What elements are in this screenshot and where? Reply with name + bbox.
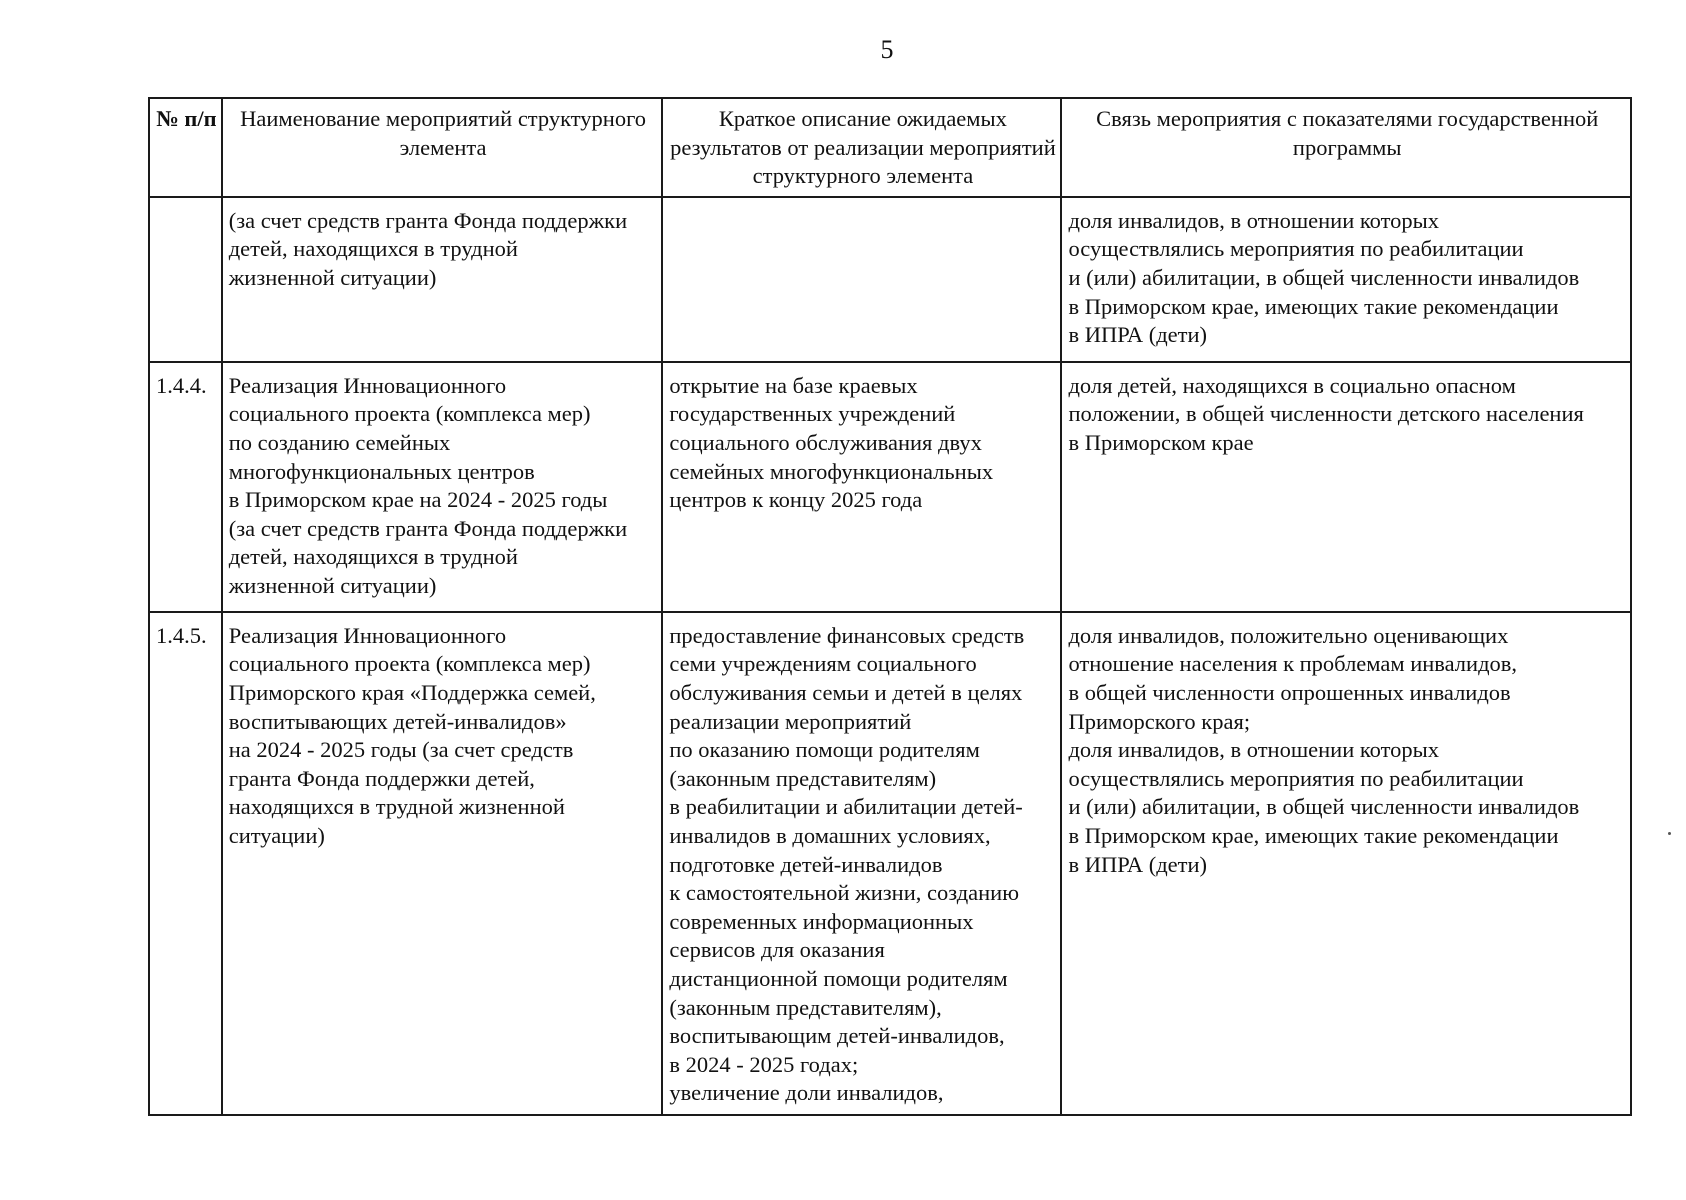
measures-table: [148, 97, 1632, 1116]
table-body: [149, 197, 1631, 1115]
cell-description: [662, 197, 1061, 362]
table-row: [149, 612, 1631, 1115]
cell-name: (за счет средств гранта Фонда поддержки детей, находящихся в трудной жизненной ситуации): [222, 197, 663, 362]
header-link: Связь мероприятия с показателями государственной программы: [1061, 98, 1631, 197]
header-name: Наименование мероприятий структурного элемента: [222, 98, 663, 197]
cell-num: 1.4.5.: [149, 612, 222, 1115]
cell-link: доля детей, находящихся в социально опасном положении, в общей численности детского населения в Приморском крае: [1061, 362, 1631, 612]
cell-description: предоставление финансовых средств семи учреждениям социального обслуживания семьи и детей в целях реализации мероприятий по оказанию помощи родителям (законным представителям) в реабилитации и абилитации детей- инвалидов в домашних условиях, подготовке детей-инвалидов к самостоятельной жизни, созданию современных информационных сервисов для оказания дистанционной помощи родителям (законным представителям), воспитывающим детей-инвалидов, в 2024 - 2025 годах; увеличение доли инвалидов,: [662, 612, 1061, 1115]
cell-link: доля инвалидов, положительно оценивающих отношение населения к проблемам инвалидов, в общей численности опрошенных инвалидов Приморского края; доля инвалидов, в отношении которых осуществлялись мероприятия по реабилитации и (или) абилитации, в общей численности инвалидов в Приморском крае, имеющих такие рекомендации в ИПРА (дети): [1061, 612, 1631, 1115]
cell-num: 1.4.4.: [149, 362, 222, 612]
page-number: 5: [880, 35, 894, 64]
cell-name: Реализация Инновационного социального проекта (комплекса мер) Приморского края «Поддержка семей, воспитывающих детей-инвалидов» на 2024 - 2025 годы (за счет средств гранта Фонда поддержки детей, находящихся в трудной жизненной ситуации): [222, 612, 663, 1115]
table-header: [149, 98, 1631, 197]
table-row: [149, 362, 1631, 612]
cell-description: открытие на базе краевых государственных учреждений социального обслуживания двух семейных многофункциональных центров к концу 2025 года: [662, 362, 1061, 612]
cell-link: доля инвалидов, в отношении которых осуществлялись мероприятия по реабилитации и (или) абилитации, в общей численности инвалидов в Приморском крае, имеющих такие рекомендации в ИПРА (дети): [1061, 197, 1631, 362]
cell-num: [149, 197, 222, 362]
header-description: Краткое описание ожидаемых результатов от реализации мероприятий структурного элемента: [662, 98, 1061, 197]
header-row: [149, 98, 1631, 197]
scan-speck: [1668, 832, 1671, 835]
table-row: [149, 197, 1631, 362]
cell-name: Реализация Инновационного социального проекта (комплекса мер) по созданию семейных многофункциональных центров в Приморском крае на 2024 - 2025 годы (за счет средств гранта Фонда поддержки детей, находящихся в трудной жизненной ситуации): [222, 362, 663, 612]
header-num: № п/п: [149, 98, 222, 197]
